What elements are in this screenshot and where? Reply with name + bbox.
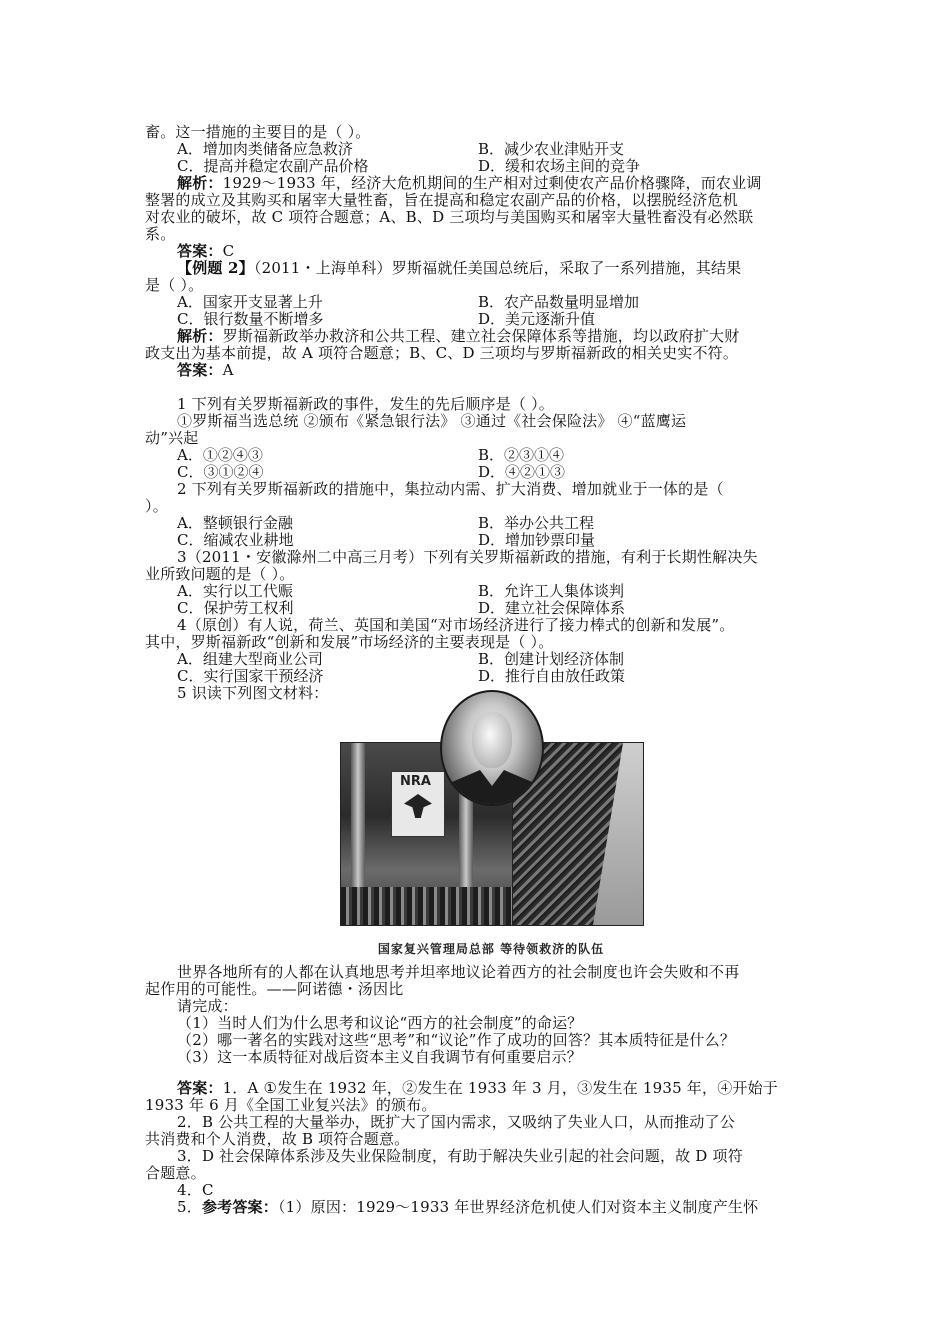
question-1-items: ①罗斯福当选总统 ②颁布《紧急银行法》 ③通过《社会保险法》 ④“蓝鹰运 bbox=[177, 412, 687, 430]
option-a: A．增加肉类储备应急救济 bbox=[177, 140, 353, 158]
analysis-text: 1929～1933 年，经济大危机期间的生产相对过剩使农产品价格骤降，而农业调 bbox=[222, 174, 762, 192]
sub-question-1: （1）当时人们为什么思考和议论“西方的社会制度”的命运？ bbox=[177, 1014, 583, 1032]
option-a: A．①②④③ bbox=[177, 446, 263, 464]
analysis-label: 解析： bbox=[177, 327, 223, 345]
option-a: A．组建大型商业公司 bbox=[177, 650, 323, 668]
option-row bbox=[0, 515, 950, 532]
answer-3: 3．D 社会保障体系涉及失业保险制度，有助于解决失业引起的社会问题，故 D 项符 bbox=[177, 1147, 743, 1165]
text-line: 共消费和个人消费，故 B 项符合题意。 bbox=[145, 1130, 410, 1148]
analysis-text: 罗斯福新政举办救济和公共工程、建立社会保障体系等措施，均以政府扩大财 bbox=[222, 327, 740, 345]
analysis-label: 解析： bbox=[177, 174, 223, 192]
answer-line bbox=[177, 362, 234, 379]
answer-4: 4．C bbox=[177, 1181, 214, 1199]
answer-1 bbox=[177, 1080, 778, 1097]
option-d: D．建立社会保障体系 bbox=[478, 599, 626, 617]
example-label: 【例题 2】 bbox=[177, 259, 254, 277]
text-line: 是（ ）。 bbox=[145, 276, 204, 294]
analysis-line bbox=[177, 328, 739, 345]
option-d: D．增加钞票印量 bbox=[478, 531, 596, 549]
option-row bbox=[0, 464, 950, 481]
question-4: 4（原创）有人说，荷兰、英国和美国“对市场经济进行了接力棒式的创新和发展”。 bbox=[177, 616, 735, 634]
option-row bbox=[0, 447, 950, 464]
text-line: 动”兴起 bbox=[145, 429, 199, 447]
answer-line bbox=[177, 243, 234, 260]
blue-eagle-icon bbox=[404, 794, 432, 818]
material-text: 起作用的可能性。——阿诺德・汤因比 bbox=[145, 980, 404, 998]
option-d: D．④②①③ bbox=[478, 463, 566, 481]
option-d: D．缓和农场主间的竞争 bbox=[478, 157, 641, 175]
answer-2: 2．B 公共工程的大量举办，既扩大了国内需求，又吸纳了失业人口，从而推动了公 bbox=[177, 1113, 735, 1131]
option-a: A．实行以工代赈 bbox=[177, 582, 293, 600]
answer-text: 1．A ①发生在 1932 年，②发生在 1933 年 3 月，③发生在 1935 年，④开始于 bbox=[222, 1079, 779, 1097]
option-d: D．美元逐渐升值 bbox=[478, 310, 596, 328]
option-b: B．农产品数量明显增加 bbox=[478, 293, 640, 311]
option-c: C．实行国家干预经济 bbox=[177, 667, 324, 685]
reference-answer-label: 参考答案： bbox=[201, 1198, 278, 1216]
answer-number: 5． bbox=[177, 1198, 202, 1216]
option-row bbox=[0, 651, 950, 668]
instruction: 请完成： bbox=[177, 997, 238, 1015]
option-c: C．缩减农业耕地 bbox=[177, 531, 294, 549]
text-line: 合题意。 bbox=[145, 1164, 206, 1182]
answer-text: （1）原因：1929～1933 年世界经济危机使人们对资本主义制度产生怀 bbox=[277, 1198, 759, 1216]
example-text: （2011・上海单科）罗斯福就任美国总统后，采取了一系列措施，其结果 bbox=[253, 259, 742, 277]
option-row bbox=[0, 532, 950, 549]
option-row bbox=[0, 311, 950, 328]
sub-question-3: （3）这一本质特征对战后资本主义自我调节有何重要启示？ bbox=[177, 1048, 582, 1066]
option-b: B．创建计划经济体制 bbox=[478, 650, 625, 668]
option-b: B．举办公共工程 bbox=[478, 514, 595, 532]
text-line: 业所致问题的是（ ）。 bbox=[145, 565, 295, 583]
option-c: C．提高并稳定农副产品价格 bbox=[177, 157, 369, 175]
nra-banner bbox=[391, 771, 445, 837]
roosevelt-portrait bbox=[440, 690, 544, 806]
material-text: 世界各地所有的人都在认真地思考并坦率地议论着西方的社会制度也许会失败和不再 bbox=[177, 963, 740, 981]
analysis-line bbox=[177, 175, 762, 192]
option-row bbox=[0, 141, 950, 158]
historical-photo-collage bbox=[340, 690, 642, 958]
answer-value: C bbox=[222, 242, 235, 260]
option-a: A．整顿银行金融 bbox=[177, 514, 293, 532]
option-c: C．③①②④ bbox=[177, 463, 264, 481]
answer-5 bbox=[177, 1199, 758, 1216]
nra-banner-text: NRA bbox=[400, 774, 431, 789]
option-row bbox=[0, 158, 950, 175]
text-line: 1933 年 6 月《全国工业复兴法》的颁布。 bbox=[145, 1096, 437, 1114]
text-line: 其中，罗斯福新政“创新和发展”市场经济的主要表现是（ ）。 bbox=[145, 633, 554, 651]
text-line: 整署的成立及其购买和屠宰大量牲畜，旨在提高和稳定农副产品的价格，以摆脱经济危机 bbox=[145, 191, 738, 209]
option-a: A．国家开支显著上升 bbox=[177, 293, 323, 311]
text-line: 政支出为基本前提，故 A 项符合题意；B、C、D 三项均与罗斯福新政的相关史实不符。 bbox=[145, 344, 739, 362]
option-b: B．减少农业津贴开支 bbox=[478, 140, 625, 158]
option-row bbox=[0, 668, 950, 685]
text-line: ）。 bbox=[145, 497, 168, 515]
sub-question-2: （2）哪一著名的实践对这些“思考”和“议论”作了成功的回答？其本质特征是什么？ bbox=[177, 1031, 736, 1049]
figure-caption: 国家复兴管理局总部 等待领救济的队伍 bbox=[377, 942, 605, 956]
option-row bbox=[0, 583, 950, 600]
option-b: B．②③①④ bbox=[478, 446, 565, 464]
text-line: 对农业的破坏，故 C 项符合题意；A、B、D 三项均与美国购买和屠宰大量牲畜没有必然联 bbox=[145, 208, 754, 226]
option-c: C．保护劳工权利 bbox=[177, 599, 294, 617]
question-5: 5 识读下列图文材料： bbox=[177, 684, 329, 702]
option-c: C．银行数量不断增多 bbox=[177, 310, 324, 328]
question-1: 1 下列有关罗斯福新政的事件，发生的先后顺序是（ ）。 bbox=[177, 395, 554, 413]
text-line: 系。 bbox=[145, 225, 176, 243]
question-3: 3（2011・安徽滁州二中高三月考）下列有关罗斯福新政的措施，有利于长期性解决失 bbox=[177, 548, 758, 566]
answer-value: A bbox=[222, 361, 234, 379]
answer-label: 答案： bbox=[177, 361, 223, 379]
text-line: 畜。这一措施的主要目的是（ ）。 bbox=[145, 123, 371, 141]
answer-label: 答案： bbox=[177, 242, 223, 260]
question-2: 2 下列有关罗斯福新政的措施中，集拉动内需、扩大消费、增加就业于一体的是（ bbox=[177, 480, 724, 498]
option-b: B．允许工人集体谈判 bbox=[478, 582, 625, 600]
example-heading bbox=[177, 260, 741, 277]
option-d: D．推行自由放任政策 bbox=[478, 667, 626, 685]
option-row bbox=[0, 600, 950, 617]
option-row bbox=[0, 294, 950, 311]
answer-label: 答案： bbox=[177, 1079, 223, 1097]
